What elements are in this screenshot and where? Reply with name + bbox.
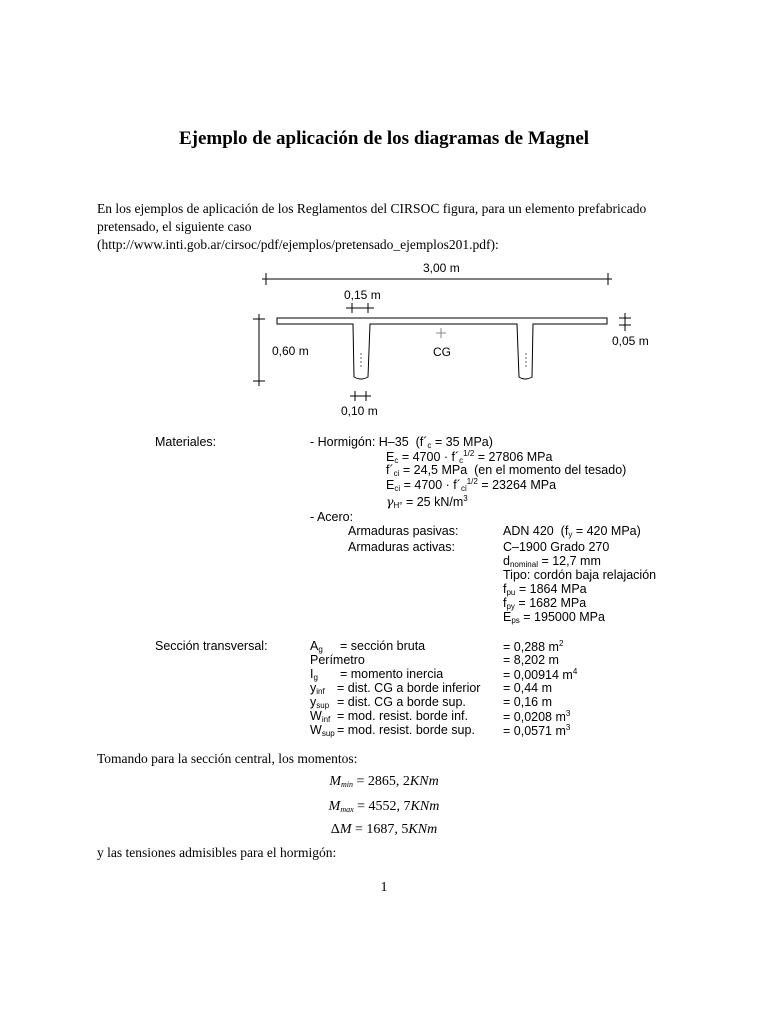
section-row-ysup: $y_{sup}$ — [310, 695, 330, 710]
section-value-perimetro: = 8,202 m — [503, 653, 559, 667]
tipo-line: Tipo: cordón baja relajación — [503, 568, 657, 582]
eci-value: = 23264 MPa — [481, 478, 557, 492]
ec-value: = 27806 MPa — [477, 450, 553, 464]
section-row-wsup: $W_{sup}$ — [310, 723, 335, 738]
section-desc-ag: = sección bruta — [340, 639, 426, 653]
section-value-ig: = 0,00914 $m^4$ — [503, 667, 578, 682]
fc-value: = 35 MPa) — [434, 435, 493, 449]
pasivas-value: ADN 420 — [503, 524, 554, 538]
ec-line: $E_c = 4700$ · $f´_c^{1/2} = 27806$ MPa — [386, 449, 553, 465]
fpu-line: $f_{pu} = 1864$ MPa — [503, 582, 587, 597]
section-desc-wsup: = mod. resist. borde sup. — [337, 723, 475, 737]
concrete-class: H–35 — [378, 435, 409, 449]
equation-mmax: $M_{max} = 4552$, 7KNm — [328, 799, 440, 814]
section-row-yinf: $y_{inf}$ — [310, 681, 325, 696]
equation-mmin: $M_{min} = 2865$, 2KNm — [329, 774, 439, 789]
height-label: 0,60 m — [272, 344, 309, 358]
section-value-wsup: = 0,0571 $m^3$ — [503, 723, 571, 738]
pasivas-line: ADN 420 ($f_y = 420$ MPa) — [503, 524, 641, 539]
eps-line: $E_{ps} = 195000$ MPa — [503, 610, 605, 625]
eps-value: = 195000 MPa — [523, 610, 605, 624]
section-row-ag: $A_g$ — [310, 639, 323, 654]
section-desc-yinf: = dist. CG a borde inferior — [337, 681, 481, 695]
fpy-value: = 1682 MPa — [518, 596, 587, 610]
fci-line: $f´_{ci} = 24,5$ MPa (en el momento del tesado) — [386, 463, 627, 478]
activas-label: Armaduras activas: — [348, 540, 455, 554]
cg-label: CG — [433, 345, 451, 359]
fpy-line: $f_{py} = 1682$ MPa — [503, 596, 587, 611]
cross-section-figure — [0, 256, 768, 426]
intro-line-2: pretensado, el siguiente caso — [97, 219, 252, 234]
width-label: 3,00 m — [423, 261, 460, 275]
section-row-ig: $I_g$ — [310, 667, 318, 682]
intro-line-3: (http://www.inti.gob.ar/cirsoc/pdf/ejemplos/pretensado_ejemplos201.pdf): — [97, 237, 499, 252]
section-value-ag: = 0,288 $m^2$ — [503, 639, 564, 654]
activas-value: C–1900 Grado 270 — [503, 540, 610, 554]
gamma-line: $\gamma_{H^\circ} = 25$ $kN/m^3$ — [386, 494, 468, 510]
fci-note: (en el momento del tesado) — [474, 463, 627, 477]
section-desc-ysup: = dist. CG a borde sup. — [337, 695, 466, 709]
ec-expression: = 4700 · f´ — [401, 450, 460, 464]
flange-width-label: 0,15 m — [344, 288, 381, 302]
moments-intro: Tomando para la sección central, los momentos: — [97, 751, 358, 766]
gamma-value: = 25 kN/m — [405, 495, 464, 509]
page-title: Ejemplo de aplicación de los diagramas de Magnel — [178, 128, 590, 149]
page-number: 1 — [380, 880, 388, 895]
section-value-winf: = 0,0208 $m^3$ — [503, 709, 571, 724]
dnominal-value: = 12,7 mm — [541, 554, 601, 568]
equation-delta-m: ΔM = 1687, 5KNm — [330, 822, 438, 837]
section-desc-ig: = momento inercia — [340, 667, 444, 681]
fpu-value: = 1864 MPa — [518, 582, 587, 596]
section-row-perimetro: Perímetro — [310, 653, 365, 667]
pasivas-label: Armaduras pasivas: — [348, 524, 459, 538]
dnominal-line: $d_{nominal} = 12,7$ mm — [503, 554, 601, 569]
section-heading: Sección transversal: — [155, 639, 268, 653]
fy-value: = 420 MPa) — [575, 524, 641, 538]
hormigon-line: - Hormigón: H–35 ($f´_c = 35$ MPa) — [310, 435, 493, 450]
section-desc-winf: = mod. resist. borde inf. — [337, 709, 468, 723]
hormigon-label: - Hormigón: — [310, 435, 376, 449]
eci-line: $E_{ci} = 4700$ · $f´_{ci}^{1/2} = 23264$ MPa — [386, 477, 557, 493]
section-row-winf: $W_{inf}$ — [310, 709, 331, 724]
web-width-label: 0,10 m — [341, 404, 378, 418]
slab-thickness-label: 0,05 m — [612, 334, 649, 348]
eci-expression: = 4700 · f´ — [403, 478, 461, 492]
section-value-yinf: = 0,44 m — [503, 681, 552, 695]
stresses-intro: y las tensiones admisibles para el hormigón: — [97, 845, 337, 860]
materials-heading: Materiales: — [155, 435, 217, 449]
intro-line-1: En los ejemplos de aplicación de los Reglamentos del CIRSOC figura, para un elemento prefabricado — [97, 201, 647, 216]
acero-label: - Acero: — [310, 510, 354, 524]
section-value-ysup: = 0,16 m — [503, 695, 552, 709]
fci-value: = 24,5 MPa — [402, 463, 468, 477]
